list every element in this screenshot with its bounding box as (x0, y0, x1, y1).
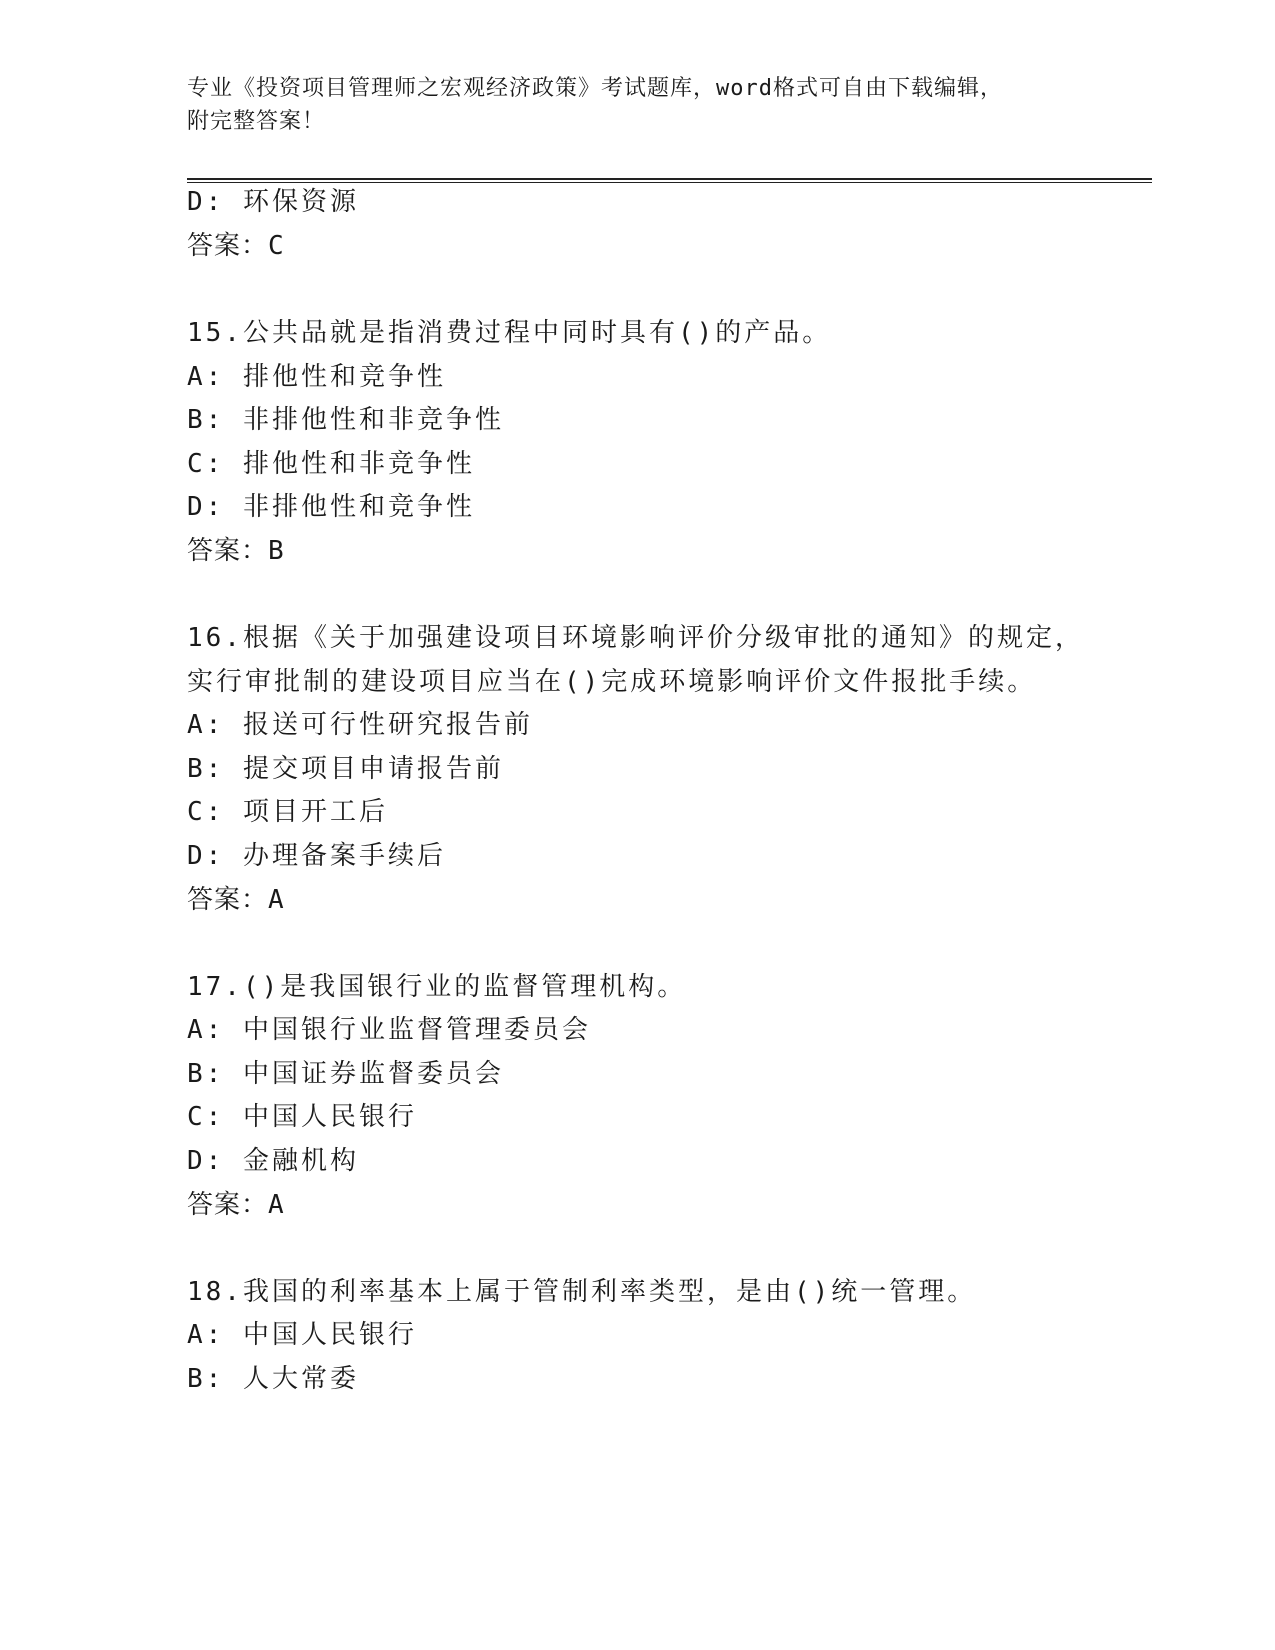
q16-option-c: C: 项目开工后 (187, 797, 388, 827)
answer-value: C (268, 231, 285, 261)
q16-stem-line-2: 实行审批制的建设项目应当在()完成环境影响评价文件报批手续。 (187, 667, 1037, 697)
q18-option-a: A: 中国人民银行 (187, 1320, 417, 1350)
header-divider (187, 178, 1152, 183)
q16-option-b: B: 提交项目申请报告前 (187, 754, 504, 784)
answer-label: 答案： (187, 536, 269, 566)
q15-option-c: C: 排他性和非竞争性 (187, 449, 475, 479)
q18-option-b: B: 人大常委 (187, 1364, 359, 1394)
q15-option-b: B: 非排他性和非竞争性 (187, 405, 504, 435)
answer-value: A (268, 1190, 285, 1220)
q18-stem: 18.我国的利率基本上属于管制利率类型，是由()统一管理。 (187, 1277, 977, 1307)
answer-label: 答案： (187, 885, 269, 915)
q15-stem: 15.公共品就是指消费过程中同时具有()的产品。 (187, 318, 832, 348)
document-page (187, 0, 1152, 1650)
q17-option-b: B: 中国证券监督委员会 (187, 1059, 504, 1089)
q16-stem-line-1: 16.根据《关于加强建设项目环境影响评价分级审批的通知》的规定， (187, 623, 1084, 653)
prev-answer (187, 229, 285, 263)
q16-answer (187, 883, 285, 917)
answer-label: 答案： (187, 231, 269, 261)
document-header (187, 72, 1087, 138)
header-line-1: 专业《投资项目管理师之宏观经济政策》考试题库，word格式可自由下载编辑， (187, 76, 1003, 101)
answer-label: 答案： (187, 1190, 269, 1220)
q15-option-d: D: 非排他性和竞争性 (187, 492, 475, 522)
q17-option-d: D: 金融机构 (187, 1146, 359, 1176)
q16-option-a: A: 报送可行性研究报告前 (187, 710, 533, 740)
prev-option-d: D: 环保资源 (187, 187, 359, 217)
header-line-2: 附完整答案！ (187, 109, 326, 134)
answer-value: B (268, 536, 285, 566)
q15-answer (187, 534, 285, 568)
q17-option-c: C: 中国人民银行 (187, 1102, 417, 1132)
q16-option-d: D: 办理备案手续后 (187, 841, 446, 871)
q17-option-a: A: 中国银行业监督管理委员会 (187, 1015, 591, 1045)
q17-answer (187, 1188, 285, 1222)
q17-stem: 17.()是我国银行业的监督管理机构。 (187, 972, 687, 1002)
q15-option-a: A: 排他性和竞争性 (187, 362, 446, 392)
answer-value: A (268, 885, 285, 915)
